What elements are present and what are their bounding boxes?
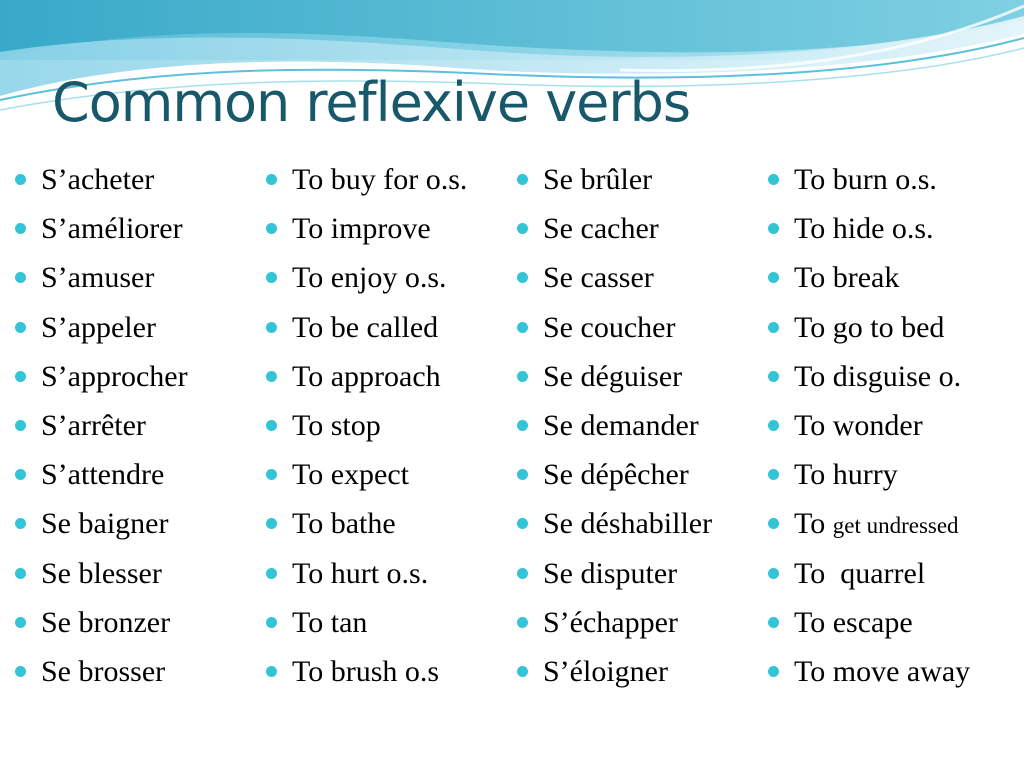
bullet-dot-icon [768, 223, 779, 234]
item-text: To burn o.s. [794, 163, 937, 196]
bullet-dot-icon [517, 420, 528, 431]
list-item [265, 157, 467, 206]
item-text: To go to bed [794, 310, 945, 344]
list-item [516, 649, 712, 698]
list-item [767, 157, 970, 206]
item-text: Se cacher [543, 212, 659, 246]
list-item [767, 452, 970, 501]
list-item [14, 157, 188, 206]
list-item [265, 206, 467, 255]
list-item [516, 551, 712, 600]
list-item [767, 501, 970, 550]
bullet-dot-icon [517, 174, 528, 185]
bullet-dot-icon [15, 223, 26, 234]
column-english-2 [767, 157, 970, 698]
bullet-dot-icon [517, 223, 528, 234]
bullet-dot-icon [266, 371, 277, 382]
item-text: To buy for o.s. [292, 163, 468, 196]
list-item [14, 501, 188, 550]
list-item [265, 255, 467, 304]
list-item [265, 403, 467, 452]
item-text: To move away [794, 654, 971, 688]
bullet-dot-icon [266, 666, 277, 677]
item-text: Se brosser [41, 654, 166, 688]
item-text: To escape [794, 605, 913, 639]
column-french-1 [14, 157, 188, 698]
item-text: S’approcher [41, 359, 188, 393]
column-english-1 [265, 157, 467, 698]
item-text: S’attendre [41, 458, 165, 492]
bullet-dot-icon [266, 272, 277, 283]
list-item [265, 649, 467, 698]
list-item [767, 551, 970, 600]
list-item [767, 649, 970, 698]
bullet-dot-icon [768, 272, 779, 283]
list-item [516, 403, 712, 452]
item-text: To enjoy o.s. [292, 261, 447, 295]
bullet-dot-icon [768, 568, 779, 579]
bullet-dot-icon [15, 666, 26, 677]
item-text: Se déshabiller [543, 507, 713, 541]
list-item [516, 501, 712, 550]
item-text: To approach [292, 359, 441, 393]
item-text: Se brûler [543, 163, 653, 196]
bullet-dot-icon [517, 666, 528, 677]
item-text: To [794, 507, 833, 541]
bullet-dot-icon [768, 518, 779, 529]
list-item [516, 157, 712, 206]
bullet-dot-icon [517, 617, 528, 628]
item-text: To brush o.s [292, 654, 440, 688]
item-text: S’améliorer [41, 212, 183, 246]
bullet-dot-icon [15, 568, 26, 579]
list-item [265, 551, 467, 600]
bullet-dot-icon [768, 322, 779, 333]
item-text: S’éloigner [543, 654, 668, 688]
item-text: To improve [292, 212, 431, 246]
list-item [516, 600, 712, 649]
bullet-dot-icon [517, 322, 528, 333]
bullet-dot-icon [266, 420, 277, 431]
item-text: Se casser [543, 261, 654, 295]
list-item [767, 206, 970, 255]
bullet-dot-icon [768, 617, 779, 628]
bullet-dot-icon [15, 272, 26, 283]
list-item [767, 255, 970, 304]
list-item [14, 452, 188, 501]
list-item [14, 354, 188, 403]
bullet-dot-icon [768, 666, 779, 677]
list-item [14, 649, 188, 698]
bullet-dot-icon [15, 617, 26, 628]
item-text: To be called [292, 310, 439, 344]
item-text-small: get undressed [832, 513, 959, 539]
bullet-dot-icon [517, 371, 528, 382]
list-item [265, 354, 467, 403]
list-item [516, 305, 712, 354]
bullet-dot-icon [266, 322, 277, 333]
item-text: To tan [292, 605, 368, 639]
bullet-dot-icon [768, 420, 779, 431]
list-item [14, 403, 188, 452]
list-item [265, 305, 467, 354]
item-text: To bathe [292, 507, 396, 541]
bullet-dot-icon [517, 469, 528, 480]
list-item [14, 255, 188, 304]
item-text: To quarrel [794, 556, 926, 590]
list-item [265, 501, 467, 550]
item-text: To stop [292, 408, 381, 442]
bullet-dot-icon [768, 469, 779, 480]
bullet-dot-icon [266, 518, 277, 529]
list-item [516, 354, 712, 403]
item-text: To break [794, 261, 900, 295]
item-text: Se baigner [41, 507, 169, 541]
bullet-dot-icon [266, 617, 277, 628]
list-item [516, 255, 712, 304]
bullet-dot-icon [15, 420, 26, 431]
list-item [14, 206, 188, 255]
item-text: To hurry [794, 458, 898, 492]
list-item [767, 305, 970, 354]
bullet-dot-icon [768, 371, 779, 382]
item-text: Se blesser [41, 556, 162, 590]
item-text: To expect [292, 458, 410, 492]
bullet-dot-icon [15, 174, 26, 185]
bullet-dot-icon [15, 322, 26, 333]
bullet-dot-icon [266, 568, 277, 579]
item-text: Se bronzer [41, 605, 171, 639]
item-text: S’arrêter [41, 408, 146, 442]
item-text: Se coucher [543, 310, 676, 344]
list-item [14, 305, 188, 354]
item-text: To wonder [794, 408, 923, 442]
list-item [767, 354, 970, 403]
column-french-2 [516, 157, 712, 698]
list-item [265, 600, 467, 649]
list-item [516, 206, 712, 255]
list-item [14, 551, 188, 600]
bullet-dot-icon [266, 223, 277, 234]
item-text: Se demander [543, 408, 699, 442]
bullet-dot-icon [266, 174, 277, 185]
bullet-dot-icon [266, 469, 277, 480]
bullet-dot-icon [517, 518, 528, 529]
item-text: Se déguiser [543, 359, 683, 393]
bullet-dot-icon [15, 518, 26, 529]
item-text: S’appeler [41, 310, 156, 344]
bullet-dot-icon [15, 469, 26, 480]
item-text: To disguise o. [794, 359, 962, 393]
bullet-dot-icon [768, 174, 779, 185]
item-text: To hide o.s. [794, 212, 934, 246]
item-text: Se disputer [543, 556, 678, 590]
item-text: To hurt o.s. [292, 556, 429, 590]
item-text: S’amuser [41, 261, 155, 295]
list-item [767, 403, 970, 452]
list-item [265, 452, 467, 501]
bullet-dot-icon [517, 272, 528, 283]
slide-title: Common reflexive verbs [52, 71, 690, 134]
bullet-dot-icon [15, 371, 26, 382]
item-text: S’échapper [543, 605, 678, 639]
list-item [14, 600, 188, 649]
list-item [516, 452, 712, 501]
list-item [767, 600, 970, 649]
item-text: S’acheter [41, 163, 155, 196]
bullet-dot-icon [517, 568, 528, 579]
item-text: Se dépêcher [543, 458, 689, 492]
